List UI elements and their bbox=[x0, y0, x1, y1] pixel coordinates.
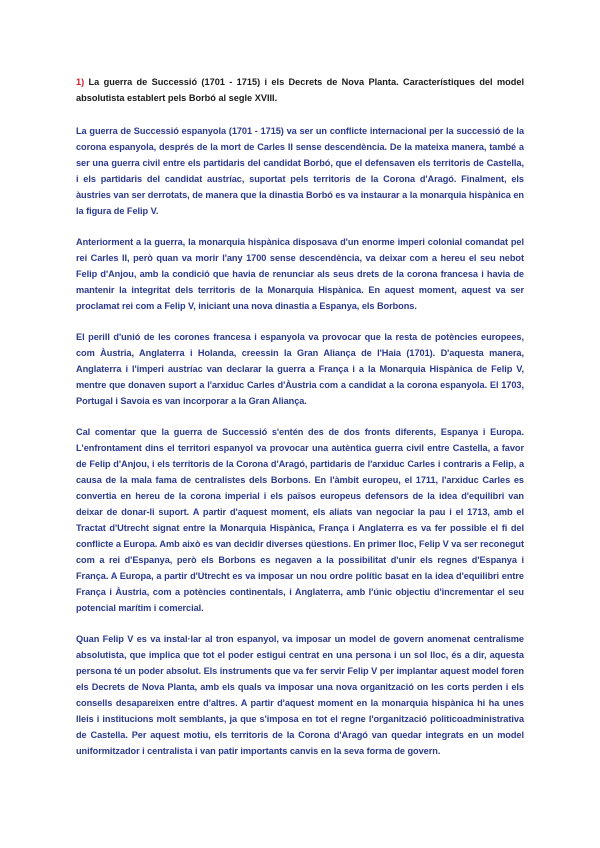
paragraph-2: Anteriorment a la guerra, la monarquia hispànica disposava d'un enorme imperi colonial comandat pel rei Carles II, però quan va morir l'any 1700 sense descendència, va deixar com a hereu el seu nebot Felip d'Anjou, amb la condició que havia de renunciar als seus drets de la corona francesa i havia de mantenir la integritat dels territoris de la Monarquia Hispànica. En aquest moment, aquest va ser proclamat rei com a Felip V, iniciant una nova dinastia a Espanya, els Borbons. bbox=[76, 237, 524, 311]
section-heading bbox=[76, 74, 524, 106]
paragraph-4: Cal comentar que la guerra de Successió s'entén des de dos fronts diferents, Espanya i Europa. L'enfrontament dins el territori espanyol va provocar una autèntica guerra civil entre Castella, a favor de Felip d'Anjou, i els territoris de la Corona d'Aragó, partidaris de l'arxiduc Carles i contraris a Felip, a causa de la mala fama de centralistes dels Borbons. En l'àmbit europeu, el 1711, l'arxiduc Carles es convertia en hereu de la corona imperial i els països europeus defensors de la idea d'equilibri van deixar de donar-li suport. A partir d'aquest moment, els aliats van negociar la pau i el 1713, amb el Tractat d'Utrecht signat entre la Monarquia Hispànica, França i Anglaterra es va fer possible el fi del conflicte a Europa. Amb això es van decidir diverses qüestions. En primer lloc, Felip V va ser reconegut com a rei d'Espanya, però els Borbons es negaven a la possibilitat d'unir els regnes d'Espanya i França. A Europa, a partir d'Utrecht es va imposar un nou ordre polític basat en la idea d'equilibri entre França i Àustria, com a potències continentals, i Anglaterra, amb l'únic objectiu d'incrementar el seu potencial marítim i comercial. bbox=[76, 427, 524, 613]
paragraph-3: El perill d'unió de les corones francesa i espanyola va provocar que la resta de potències europees, com Àustria, Anglaterra i Holanda, creessin la Gran Aliança de l'Haia (1701). D'aquesta manera, Anglaterra i l'imperi austríac van declarar la guerra a França i a la Monarquia Hispànica de Felip V, mentre que donaven suport a l'arxiduc Carles d'Àustria com a candidat a la corona espanyola. El 1703, Portugal i Savoia es van incorporar a la Gran Aliança. bbox=[76, 332, 524, 406]
paragraph-1: La guerra de Successió espanyola (1701 - 1715) va ser un conflicte internacional per la successió de la corona espanyola, després de la mort de Carles II sense descendència. De la mateixa manera, també a ser una guerra civil entre els partidaris del candidat Borbó, que el defensaven els territoris de Castella, i els partidaris del candidat austríac, suportat pels territoris de la Corona d'Aragó. Finalment, els àustries van ser derrotats, de manera que la dinastia Borbó es va instaurar a la monarquia hispànica en la figura de Felip V. bbox=[76, 126, 524, 216]
section-title: La guerra de Successió (1701 - 1715) i els Decrets de Nova Planta. Característiques del model absolutista establert pels Borbó al segle XVIII. bbox=[76, 77, 524, 103]
section-number: 1) bbox=[76, 77, 85, 87]
paragraph-5: Quan Felip V es va instal·lar al tron espanyol, va imposar un model de govern anomenat centralisme absolutista, que implica que tot el poder estigui centrat en una persona i un sol lloc, és a dir, aquesta persona té un poder absolut. Els instruments que va fer servir Felip V per implantar aquest model foren els Decrets de Nova Planta, amb els quals va imposar una nova organització on les corts perden i els consells desapareixen entre d'altres. A partir d'aquest moment en la monarquia hispànica hi ha unes lleis i institucions molt semblants, ja que s'imposa en tot el regne l'organització politicoadministrativa de Castella. Per aquest motiu, els territoris de la Corona d'Aragó van quedar integrats en un model uniformitzador i centralista i van patir importants canvis en la seva forma de govern. bbox=[76, 634, 524, 756]
